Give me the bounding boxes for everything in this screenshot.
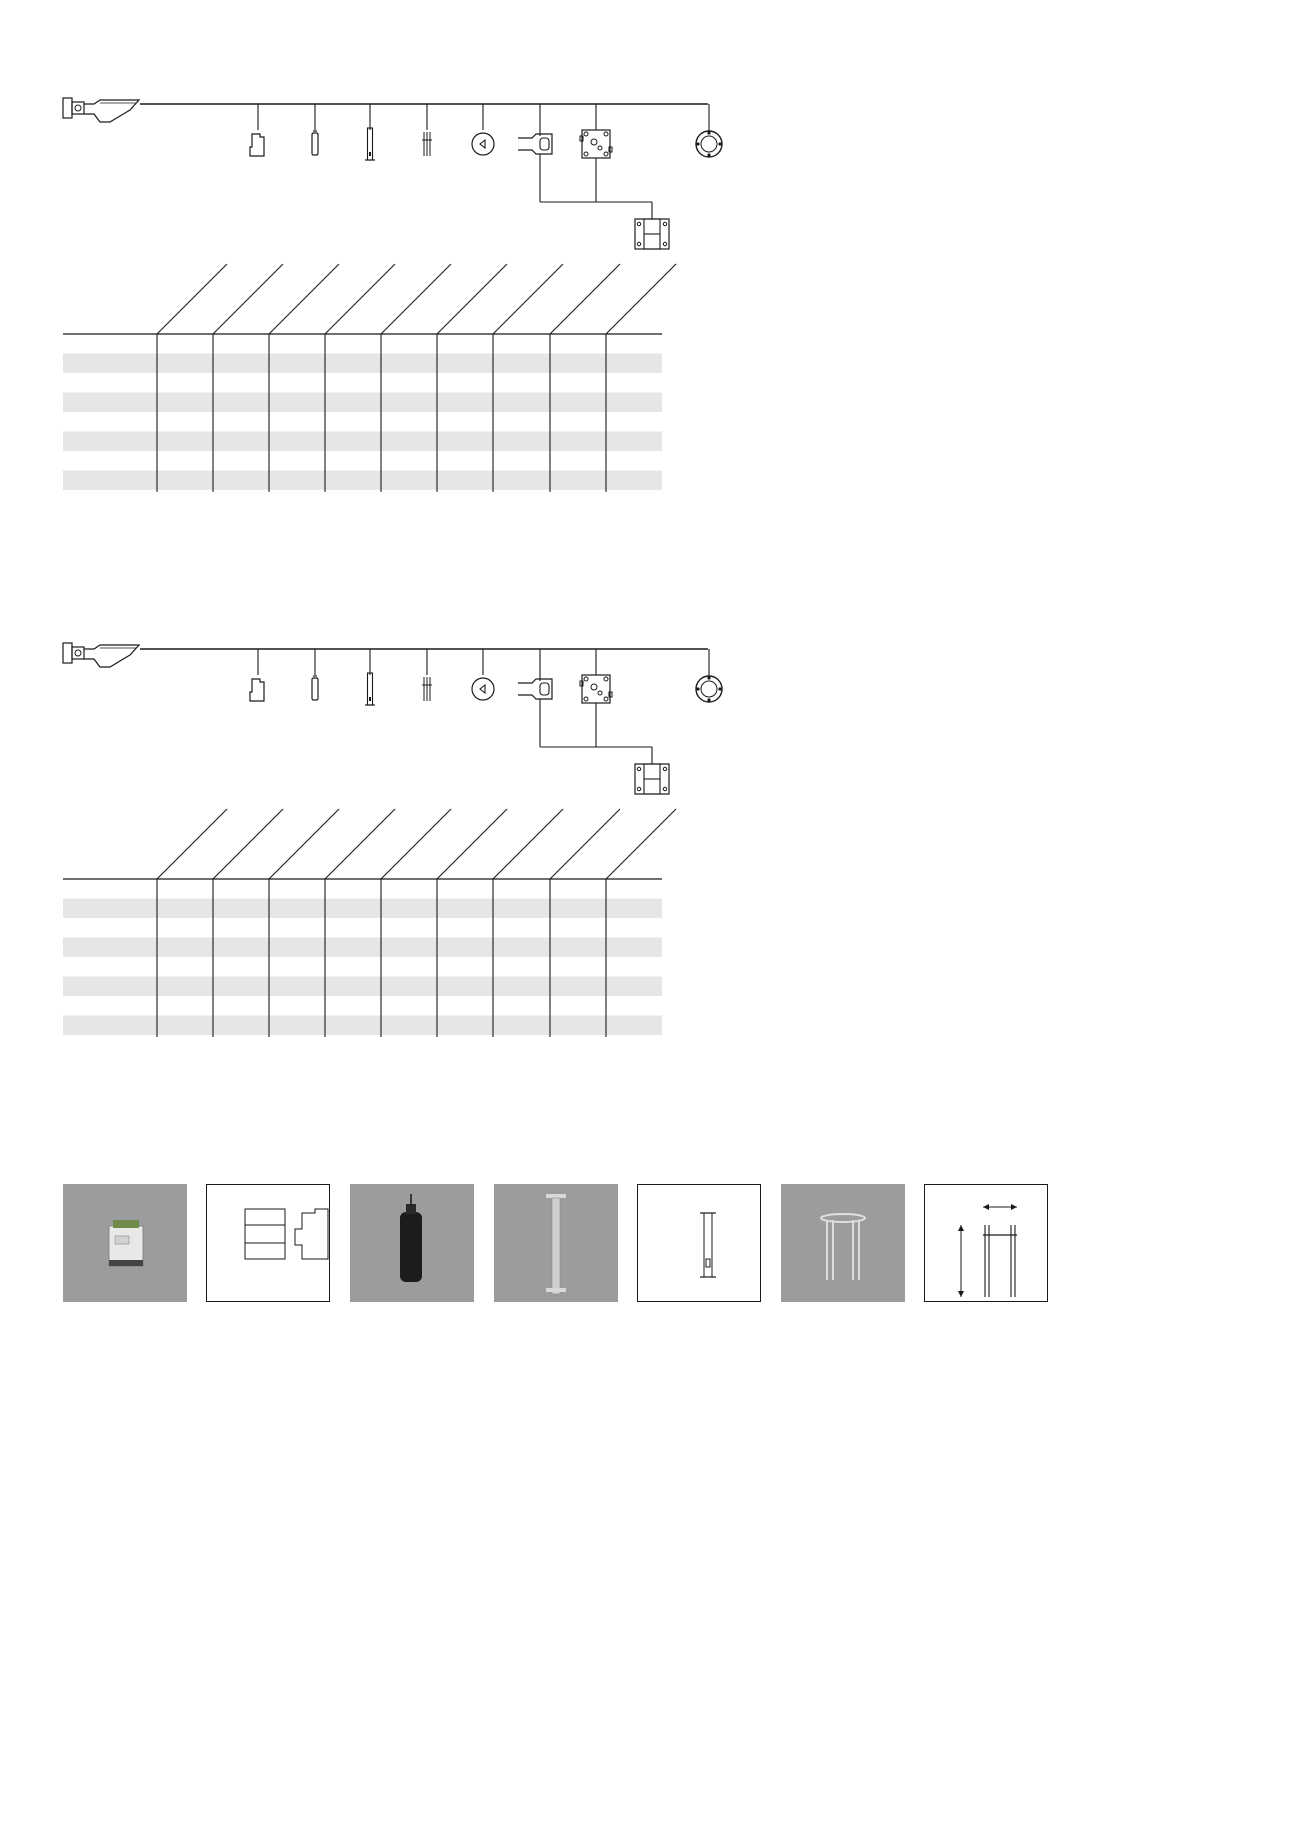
table-row-stripe [63,393,662,413]
table-row-stripe [63,1016,662,1036]
mounting-disc-icon [472,678,494,700]
round-base-icon [696,131,722,157]
anchor-bolts-icon [422,132,432,156]
floodlight-wall-mount-icon [63,643,139,667]
double-bracket-icon [635,764,669,794]
thumb-driver-cylinder [350,1184,474,1302]
anchor-frame-photo-icon [781,1184,905,1302]
ballast-box-drawing-icon [207,1185,331,1303]
anchor-bolts-icon [422,677,432,701]
thumb-control-unit [63,1184,187,1302]
thumb-ballast-box [206,1184,330,1302]
diagram-1 [63,98,722,492]
round-base-icon [696,676,722,702]
thumb-ground-spike [494,1184,618,1302]
mounting-plate-icon [580,130,612,158]
mounting-plate-icon [580,675,612,703]
thumb-spike-drawing [637,1184,761,1302]
compatibility-table [63,264,676,492]
table-row-stripe [63,899,662,919]
compatibility-table [63,809,676,1037]
anchor-dimensions-icon [925,1185,1049,1303]
table-row-stripe [63,977,662,997]
floodlight-wall-mount-icon [63,98,139,122]
driver-cylinder-icon [312,131,318,155]
mounting-disc-icon [472,133,494,155]
spike-drawing-icon [638,1185,762,1303]
thumb-anchor-frame [781,1184,905,1302]
table-row-stripe [63,471,662,491]
spike-pole-icon [365,673,375,705]
table-row-stripe [63,354,662,374]
ballast-box-icon [250,679,264,701]
ground-spike-photo-icon [494,1184,618,1302]
wall-bracket-icon [518,679,552,699]
table-row-stripe [63,432,662,452]
ballast-box-icon [250,134,264,156]
control-unit-icon [63,1184,187,1302]
double-bracket-icon [635,219,669,249]
driver-cylinder-icon [312,676,318,700]
spike-pole-icon [365,128,375,160]
table-row-stripe [63,938,662,958]
diagram-2 [63,643,722,1037]
thumb-anchor-dimensions [924,1184,1048,1302]
driver-cylinder-photo-icon [350,1184,474,1302]
wall-bracket-icon [518,134,552,154]
